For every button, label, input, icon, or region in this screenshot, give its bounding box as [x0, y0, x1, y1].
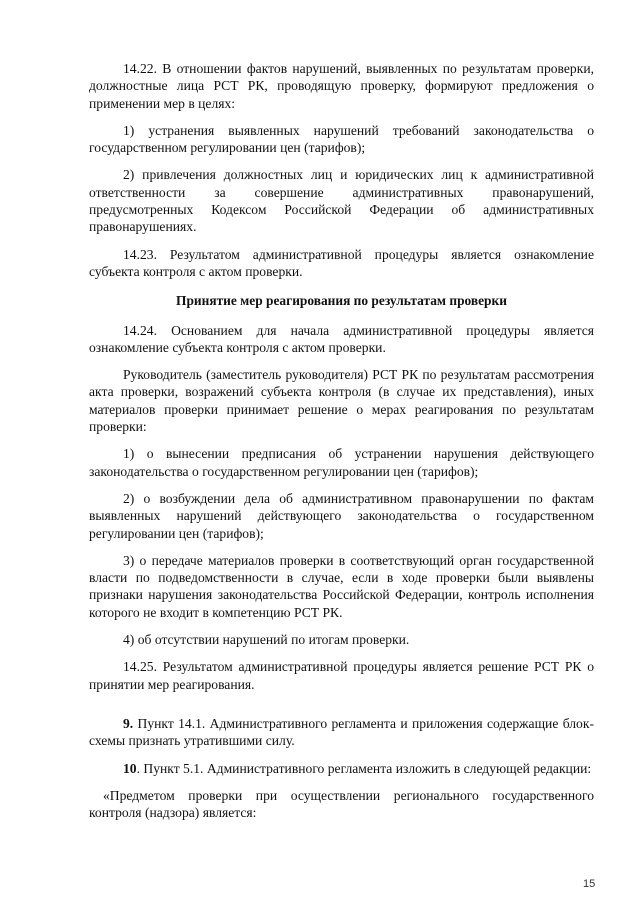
paragraph-point-10 [89, 760, 594, 777]
paragraph-14-24: 14.24. Основанием для начала административной процедуры является ознакомление субъекта контроля с актом проверки. [89, 322, 594, 355]
paragraph-decision-3: 3) о передаче материалов проверки в соответствующий орган государственной власти по подведомственности в случае, если в ходе проверки были выявлены признаки нарушения законодательства Российской Федерации, контроль исполнения которого не входит в компетенцию РСТ РК. [89, 552, 594, 620]
paragraph-14-22: 14.22. В отношении фактов нарушений, выявленных по результатам проверки, должностные лица РСТ РК, проводящую проверку, формируют предложения о применении мер в целях: [89, 61, 594, 111]
point-10-text: . Пункт 5.1. Административного регламента изложить в следующей редакции: [136, 760, 592, 776]
paragraph-quote-start: «Предметом проверки при осуществлении регионального государственного контроля (надзора) является: [89, 787, 594, 821]
page-content [89, 60, 594, 821]
point-9-text: Пункт 14.1. Административного регламента и приложения содержащие блок-схемы признать утратившими силу. [89, 715, 594, 749]
paragraph-point-9 [89, 715, 594, 750]
paragraph-decision-4: 4) об отсутствии нарушений по итогам проверки. [123, 632, 410, 648]
paragraph-decision-1: 1) о вынесении предписания об устранении нарушения действующего законодательства о государственном регулировании цен (тарифов); [89, 446, 594, 479]
paragraph-14-25: 14.25. Результатом административной процедуры является решение РСТ РК о принятии мер реагирования. [89, 659, 594, 692]
point-number-9: 9. [123, 715, 134, 731]
paragraph-item-1: 1) устранения выявленных нарушений требований законодательства о государственном регулировании цен (тарифов); [89, 122, 594, 156]
paragraph-head-decision: Руководитель (заместитель руководителя) РСТ РК по результатам рассмотрения акта проверки, возражений субъекта контроля (в случае их представления), иных материалов проверки принимает решение о мерах реагирования по результатам проверки: [89, 367, 594, 435]
paragraph-decision-2: 2) о возбуждении дела об административном правонарушении по фактам выявленных нарушений действующего законодательства о государственном регулировании цен (тарифов); [89, 490, 594, 541]
point-number-10: 10 [123, 760, 137, 776]
page-number: 15 [583, 878, 596, 890]
paragraph-14-23: 14.23. Результатом административной процедуры является ознакомление субъекта контроля с актом проверки. [89, 246, 594, 279]
section-heading: Принятие мер реагирования по результатам проверки [176, 293, 507, 309]
paragraph-item-2: 2) привлечения должностных лиц и юридических лиц к административной ответственности за совершение административных правонарушений, предусмотренных Кодексом Российской Федерации об административных правонарушениях. [89, 167, 594, 235]
